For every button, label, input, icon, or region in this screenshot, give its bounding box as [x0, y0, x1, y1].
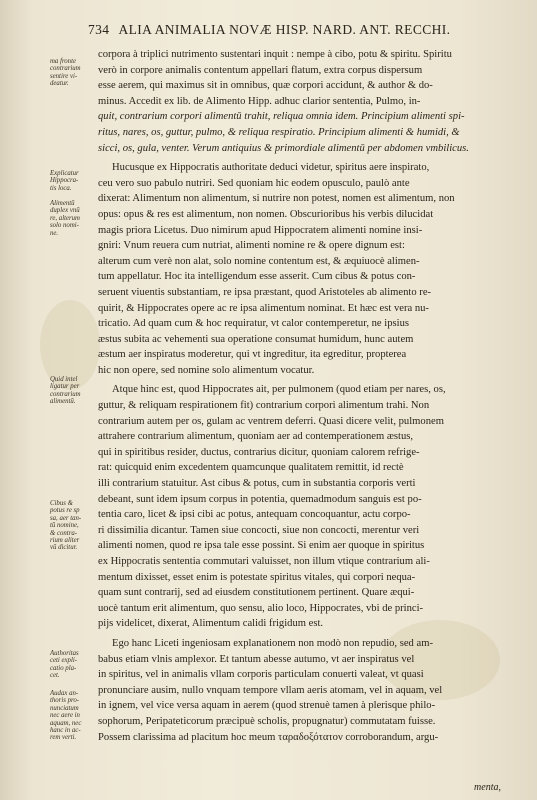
margin-line: nec aere in — [50, 712, 80, 720]
margin-line: duplex vnū — [50, 207, 80, 215]
text-line: seruent viuentis substantiam, re ipsa præstant, quod Aristoteles ab alimento re- — [98, 286, 432, 298]
text-line: tricatio. Ad quam cum & hoc requiratur, vt calor contemperetur, ne ipsius — [98, 318, 409, 330]
text-line: guttur, & reliquam respirationem fit) contrarium corpori alimentum trahi. Non — [98, 400, 430, 412]
catchword: menta, — [474, 782, 501, 793]
margin-line: ma fronte — [50, 58, 76, 65]
margin-note — [50, 650, 94, 680]
text-line: Hucusque ex Hippocratis authoritate deduci videtur, spiritus aere inspirato, — [112, 162, 430, 174]
text-line: corpora à triplici nutrimento sustentari inquit : nempe à cibo, potu & spiritu. Spiritu — [98, 49, 452, 60]
margin-line: Quid intel — [50, 376, 78, 383]
margin-line: cet. — [50, 672, 60, 680]
running-title: ALIA ANIMALIA NOVÆ HISP. NARD. ANT. RECCHI. — [118, 22, 451, 37]
page-number: 734 — [88, 22, 110, 37]
margin-line: alimentū. — [50, 398, 76, 406]
margin-line: rium aliter — [50, 537, 80, 545]
text-line: verò in corpore animalis contentum appellari flatum, extra corpus dispersum — [98, 64, 423, 76]
text-line: Possem clarissima ad placitum hoc meum ταραδοξότατον corroborandum, argu- — [98, 731, 439, 743]
margin-line: Cibus & — [50, 500, 73, 507]
margin-note — [50, 690, 94, 742]
margin-line: Audax an- — [50, 690, 79, 697]
text-line: tum appellatur. Hoc ita intelligendum esse asserit. Cum cibus & potus con- — [98, 271, 416, 283]
text-line: gniri: Vnum reuera cum nutriat, alimenti nomine re & opere dignum est: — [98, 240, 405, 252]
text-line: rat: quicquid enim excedentem quamcunque qualitatem remittit, id rectè — [98, 462, 404, 474]
margin-line: & contra- — [50, 529, 77, 537]
margin-line: sa, aer tan- — [50, 514, 82, 522]
text-line: alimenti nomen, quod re ipsa tale esse possint. Si enim aer quoque in spiritus — [98, 540, 425, 552]
text-line: sicci, os, gula, venter. Verum antiquius & primordiale alimentū per abdomen vmbilicus. — [98, 142, 469, 154]
text-line: Ego hanc Liceti ingeniosam explanationem non modò non repudio, sed am- — [112, 637, 433, 649]
text-line: sophorum, Peripateticorum præcipuè scholis, propugnatur) commutatam fuisse. — [98, 715, 436, 727]
text-line: tentia caro, licet & ipsi cibi ac potus, antequam concoquantur, actu corpo- — [98, 509, 411, 521]
margin-line: potus re sp — [50, 507, 80, 515]
margin-line: Alimentū — [50, 200, 75, 207]
text-line: contrarium autem per os, gulam ac ventrem deferri. Quasi dicere velit, pulmonem — [98, 415, 444, 427]
text-line: pijs videlicet, dixerat, Alimentum calidi frigidum est. — [98, 618, 324, 630]
text-line: magis priora Licetus. Duo nimirum apud Hippocratem alimenti nomine insi- — [98, 224, 423, 236]
margin-line: deatur. — [50, 80, 69, 88]
margin-line: catio pla- — [50, 664, 77, 672]
text-line: opus: opus & res est alimentum, non nomen. Obscurioribus his verbis dilucidat — [98, 208, 434, 220]
body-text — [98, 47, 500, 749]
text-line: babus etiam vlnis amplexor. Et tantum abesse autumo, vt aer inspiratus vel — [98, 653, 415, 665]
paragraph — [98, 47, 500, 156]
text-line: quam sunt contrarij, sed ad eiusdem constitutionem pertinent. Quare æqui- — [98, 587, 415, 599]
margin-line: Explicatur — [50, 170, 79, 177]
margin-line: aquam, nec — [50, 719, 82, 727]
margin-line: hanc in ac- — [50, 727, 81, 735]
margin-line: rem verti. — [50, 734, 77, 742]
text-line: æstum aer inspiratus moderetur, qui vt ingreditur, ita egreditur, propterea — [98, 349, 407, 361]
margin-line: re, alterum — [50, 214, 80, 222]
paragraph — [98, 160, 500, 378]
running-header — [88, 22, 508, 38]
margin-line: sentire vi- — [50, 72, 78, 80]
text-line: attrahere contrarium alimentum, quoniam aer ad contemperationem æstus, — [98, 431, 414, 443]
text-line: in ignem, vel vice versa aquam in aerem (quod strenuè tamen à plerisque philo- — [98, 700, 436, 712]
paragraph — [98, 636, 500, 745]
margin-note — [50, 200, 94, 237]
margin-line: ceti expli- — [50, 657, 77, 665]
text-line: minus. Accedit ex lib. de Alimento Hipp. adhuc clarior sententia, Pulmo, in- — [98, 95, 421, 107]
margin-line: thoris pro- — [50, 697, 80, 705]
text-line: Atque hinc est, quod Hippocrates ait, per pulmonem (quod etiam per nares, os, — [112, 384, 446, 396]
text-line: pronunciare ausim, nullo vnquam tempore vllam aeris atomam, vel in aquam, vel — [98, 684, 443, 696]
margin-line: tis loca. — [50, 184, 72, 192]
text-line: esse aerem, qui maximus sit in omnibus, quæ corpori accidunt, & author & do- — [98, 80, 433, 92]
text-line: in spiritus, vel in animalis vllam corporis particulam conuerti valeat, vt quasi — [98, 669, 424, 681]
text-line: ceu vero suo pabulo nutriri. Sed quoniam hic eodem opusculo, paulò ante — [98, 177, 410, 189]
text-line: æstus subita ac vehementi sua operatione consumat humidum, hunc autem — [98, 333, 414, 345]
margin-line: contrarium — [50, 390, 81, 398]
margin-line: tū nomine, — [50, 522, 79, 530]
text-line: uocè tantum erit alimentum, quo sensu, alio loco, Hippocrates, vbi de princi- — [98, 602, 424, 614]
margin-line: Authoritas — [50, 650, 79, 657]
margin-note — [50, 170, 94, 192]
margin-line: ligatur per — [50, 383, 80, 391]
text-line: qui in spiritibus resider, ductus, contrarius dicitur, quoniam calorem refrige- — [98, 446, 420, 458]
margin-line: solo nomi- — [50, 222, 79, 230]
text-line: hic non opere, sed nomine solo alimentum vocatur. — [98, 364, 315, 376]
margin-note — [50, 376, 94, 406]
text-line: illi contrarium statuitur. Ast cibus & potus, cum in substantia corporis verti — [98, 478, 416, 490]
text-line: quit, contrarium corpori alimentū trahit, reliqua omnia idem. Principium alimenti spi- — [98, 111, 465, 123]
text-line: dixerat: Alimentum non alimentum, si nutrire non potest, nomen est alimentum, non — [98, 193, 455, 205]
text-line: mentum dixisset, esset enim is potestate spiritus vitales, qui corpori nequa- — [98, 571, 416, 583]
text-line: ex Hippocratis sententia commutari valuisset, non illum vtique contrarium ali- — [98, 556, 430, 567]
margin-line: contrarium — [50, 65, 81, 73]
margin-line: Hippocra- — [50, 177, 79, 185]
margin-note — [50, 58, 94, 88]
text-line: debeant, sunt idem ipsum corpus in potentia, quemadmodum sanguis est po- — [98, 493, 422, 505]
margin-note — [50, 500, 94, 552]
margin-line: ne. — [50, 229, 59, 237]
text-line: alterum cum verè non alat, solo nomine contentum est, & æquiuocè alimen- — [98, 255, 420, 267]
margin-line: vū dicitur. — [50, 544, 78, 552]
text-line: quirit, & Hippocrates opere ac re ipsa alimentum nominat. Et hæc est vera nu- — [98, 302, 429, 314]
paragraph — [98, 382, 500, 632]
margin-line: nunciatum — [50, 704, 79, 712]
text-line: ri dissimilia dicantur. Tamen siue concocti, siue non concocti, merentur veri — [98, 524, 420, 536]
text-line: ritus, nares, os, guttur, pulmo, & reliqua respiratio. Principium alimenti & humidi, & — [98, 126, 460, 138]
